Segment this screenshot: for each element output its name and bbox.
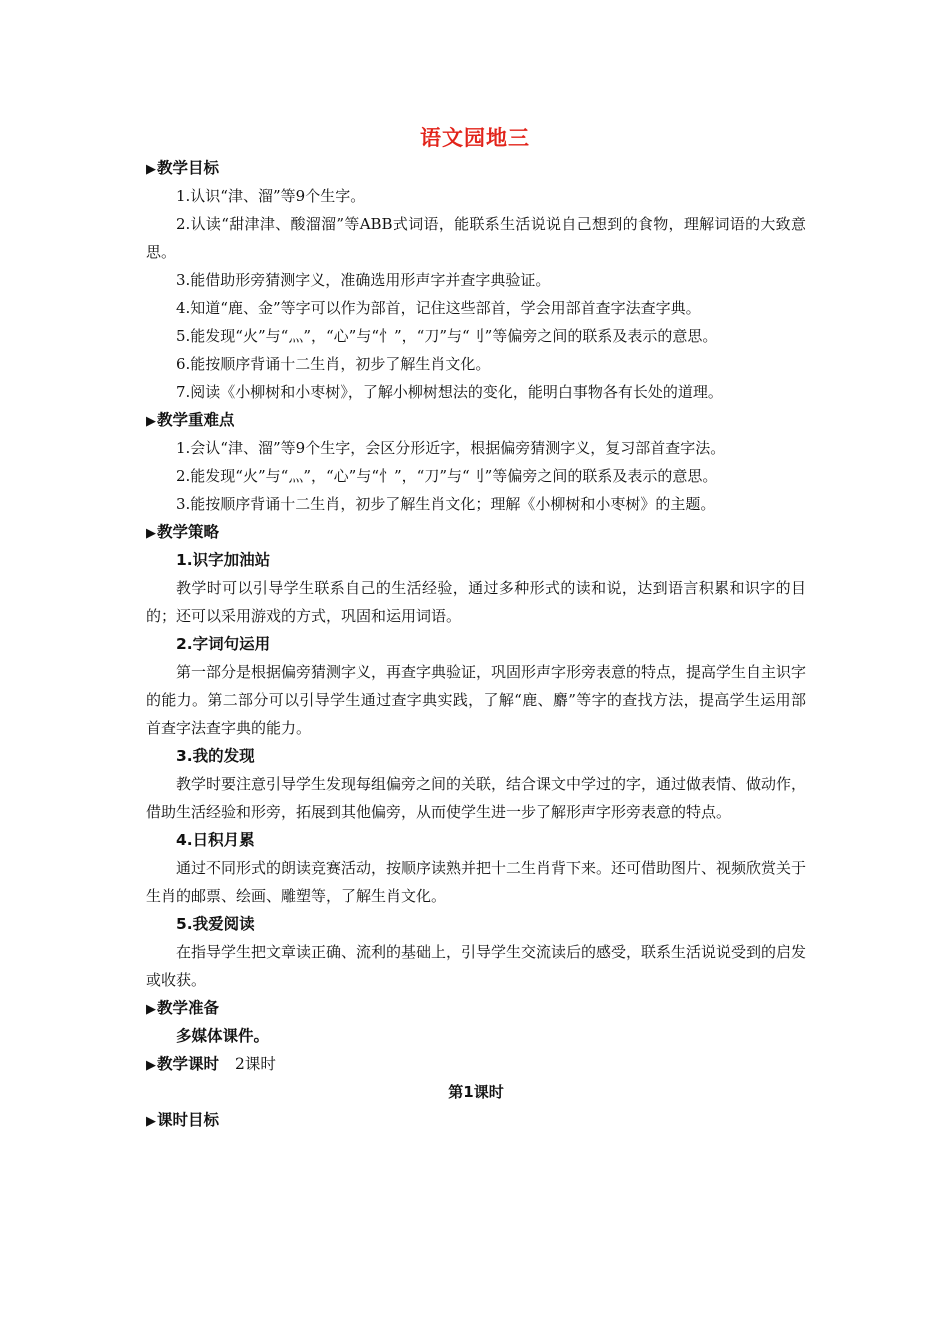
- prep-text: 多媒体课件。: [176, 1027, 270, 1045]
- triangle-bullet-icon: ▶: [146, 526, 156, 541]
- triangle-bullet-icon: ▶: [146, 1002, 156, 1017]
- section-heading-goals: ▶教学目标: [146, 159, 220, 177]
- goal-item: 2.认读“甜津津、酸溜溜”等ABB式词语，能联系生活说说自己想到的食物，理解词语的大致意思。: [146, 215, 806, 261]
- strategy-title: 5.我爱阅读: [176, 915, 255, 933]
- strategy-text: 第一部分是根据偏旁猜测字义，再查字典验证，巩固形声字形旁表意的特点，提高学生自主识字的能力。第二部分可以引导学生通过查字典实践，了解“鹿、麝”等字的查找方法，提高学生运用部首查字法查字典的能力。: [146, 663, 807, 737]
- section-heading-periods: ▶教学课时 2课时: [146, 1055, 276, 1073]
- section-heading-key-points: ▶教学重难点: [146, 411, 235, 429]
- strategy-title: 4.日积月累: [176, 831, 255, 849]
- document-body: [146, 154, 806, 1134]
- strategy-title: 3.我的发现: [176, 747, 255, 765]
- triangle-bullet-icon: ▶: [146, 162, 156, 177]
- strategy-title: 1.识字加油站: [176, 551, 271, 569]
- goal-item: 1.认识“津、溜”等9个生字。: [176, 187, 366, 205]
- goal-item: 6.能按顺序背诵十二生肖，初步了解生肖文化。: [176, 355, 491, 373]
- lesson-heading: 第1课时: [448, 1083, 504, 1101]
- key-point-item: 2.能发现“火”与“灬”，“心”与“忄”，“刀”与“刂”等偏旁之间的联系及表示的意思。: [176, 467, 718, 485]
- triangle-bullet-icon: ▶: [146, 1114, 156, 1129]
- strategy-text: 教学时可以引导学生联系自己的生活经验，通过多种形式的读和说，达到语言积累和识字的目的；还可以采用游戏的方式，巩固和运用词语。: [146, 579, 806, 625]
- strategy-text: 教学时要注意引导学生发现每组偏旁之间的关联，结合课文中学过的字，通过做表情、做动作，借助生活经验和形旁，拓展到其他偏旁，从而使学生进一步了解形声字形旁表意的特点。: [146, 775, 807, 821]
- goal-item: 7.阅读《小柳树和小枣树》，了解小柳树想法的变化，能明白事物各有长处的道理。: [176, 383, 723, 401]
- strategy-text: 在指导学生把文章读正确、流利的基础上，引导学生交流读后的感受，联系生活说说受到的启发或收获。: [146, 943, 807, 989]
- triangle-bullet-icon: ▶: [146, 414, 156, 429]
- goal-item: 3.能借助形旁猜测字义，准确选用形声字并查字典验证。: [176, 271, 551, 289]
- strategy-title: 2.字词句运用: [176, 635, 271, 653]
- section-heading-lesson-goals: ▶课时目标: [146, 1111, 220, 1129]
- section-heading-strategy: ▶教学策略: [146, 523, 220, 541]
- key-point-item: 1.会认“津、溜”等9个生字，会区分形近字，根据偏旁猜测字义，复习部首查字法。: [176, 439, 726, 457]
- section-heading-prep: ▶教学准备: [146, 999, 220, 1017]
- goal-item: 4.知道“鹿、金”等字可以作为部首，记住这些部首，学会用部首查字法查字典。: [176, 299, 701, 317]
- periods-value: 2课时: [235, 1055, 276, 1073]
- key-point-item: 3.能按顺序背诵十二生肖，初步了解生肖文化；理解《小柳树和小枣树》的主题。: [176, 495, 716, 513]
- document-title: 语文园地三: [420, 126, 530, 150]
- goal-item: 5.能发现“火”与“灬”，“心”与“忄”，“刀”与“刂”等偏旁之间的联系及表示的意思。: [176, 327, 718, 345]
- triangle-bullet-icon: ▶: [146, 1058, 156, 1073]
- strategy-text: 通过不同形式的朗读竞赛活动，按顺序读熟并把十二生肖背下来。还可借助图片、视频欣赏关于生肖的邮票、绘画、雕塑等，了解生肖文化。: [146, 859, 807, 905]
